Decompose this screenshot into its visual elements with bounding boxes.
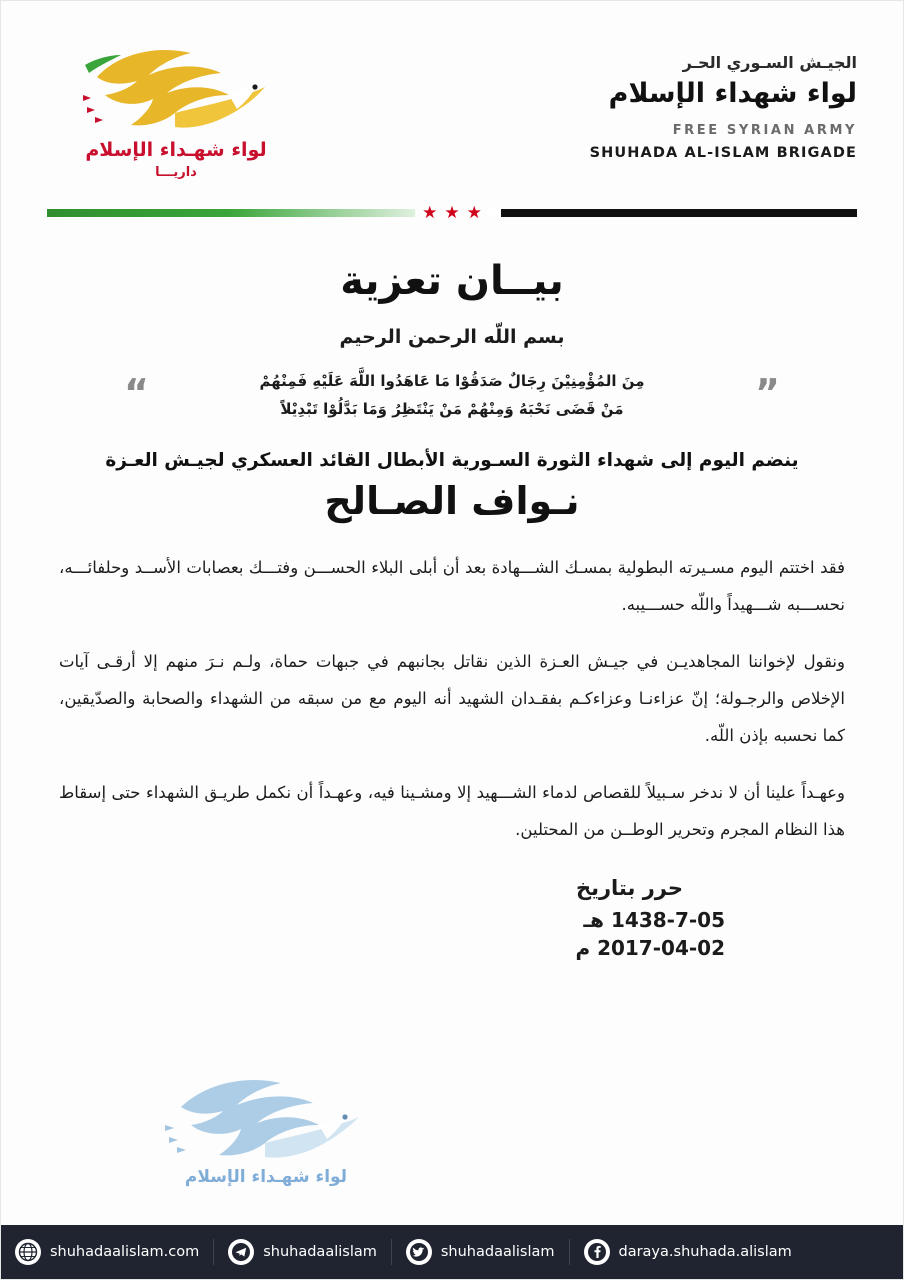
- footer-facebook[interactable]: [570, 1225, 806, 1279]
- footer-telegram[interactable]: [214, 1225, 391, 1279]
- flag-divider: [47, 202, 857, 223]
- quote-mark-close-icon: “: [124, 371, 149, 415]
- body-paragraph: فقد اختتم اليوم مسـيرته البطولية بمسـك الشـــهادة بعد أن أبلى البلاء الحســـن وفتـــك بعصابات الأســد وحلفائـــه، نحســـبه شـــهيداً واللّه حســـيبه.: [59, 557, 845, 614]
- eagle-wing-watermark-icon: [151, 1071, 381, 1166]
- quran-quote: [124, 368, 780, 424]
- eagle-wing-icon: [79, 43, 269, 135]
- watermark-logo: [151, 1071, 381, 1201]
- brigade-logo: [71, 43, 281, 193]
- facebook-icon: [584, 1239, 610, 1265]
- document-header: [1, 1, 903, 201]
- brand-text-block: [590, 53, 857, 162]
- lead-sentence: ينضم اليوم إلى شهداء الثورة السـورية الأبطال القائد العسكري لجيـش العـزة: [105, 449, 799, 471]
- martyr-name: نـواف الصـالح: [324, 478, 580, 523]
- divider-green-segment: [47, 202, 452, 223]
- brand-english-subtitle: FREE SYRIAN ARMY: [672, 122, 857, 138]
- date-hijri: 1438-7-05 هـ: [583, 908, 725, 933]
- logo-caption-arabic: لواء شهـداء الإسلام: [85, 139, 267, 161]
- basmala-line: بسم اللّه الرحمن الرحيم: [339, 326, 565, 348]
- date-label: حرر بتاريخ: [575, 876, 683, 901]
- brand-arabic-title: لواء شهداء الإسلام: [608, 78, 857, 109]
- watermark-caption: لواء شهـداء الإسلام: [184, 1167, 348, 1187]
- twitter-icon: [406, 1239, 432, 1265]
- divider-black-segment: [501, 209, 857, 217]
- quote-line: مَنْ قَضَى نَحْبَهُ وَمِنْهُمْ مَنْ يَنْتَظِرُ وَمَا بَدَّلُوْا تَبْدِيْلاً: [280, 399, 624, 418]
- star-icon: ★: [444, 202, 460, 223]
- body-paragraph: وعهـداً علينا أن لا ندخر سـبيلاً للقصاص لدماء الشـــهيد إلا ومشـينا فيه، وعهـداً أن نكمل طريـق الشهداء حتى إسقاط هذا النظام المجرم وتحرير الوطــن من المحتلين.: [59, 783, 845, 840]
- footer-facebook-label: daraya.shuhada.alislam: [618, 1244, 792, 1260]
- document-title: بيــان تعزية: [340, 258, 564, 304]
- date-gregorian: 2017-04-02 م: [575, 936, 725, 961]
- star-icon: ★: [466, 202, 482, 223]
- divider-stars: [415, 202, 489, 223]
- footer-website[interactable]: [1, 1225, 213, 1279]
- quote-line: مِنَ المُؤْمِنِيْنَ رِجَالٌ صَدَقُوْا مَا عَاهَدُوا اللَّهَ عَلَيْهِ فَمِنْهُمْ: [259, 372, 645, 390]
- globe-icon: [15, 1239, 41, 1265]
- footer-twitter[interactable]: [392, 1225, 569, 1279]
- document-body: [1, 218, 903, 960]
- quote-mark-open-icon: ”: [755, 371, 780, 415]
- body-paragraph: ونقول لإخواننا المجاهديـن في جيـش العـزة الذين نقاتل بجانبهم في جبهات حماة، ولـم نـرَ منهم إلا أرقـى آيات الإخلاص والرجـولة؛ إنّ عزاءنـا وعزاءكـم بفقـدان الشهيد أنه اليوم مع من سبقه من الشهداء والصحابة والصدّيقين، كما نحسبه بإذن اللّه.: [59, 651, 845, 745]
- brand-english-title: SHUHADA AL-ISLAM BRIGADE: [589, 145, 857, 161]
- star-icon: ★: [422, 202, 438, 223]
- telegram-icon: [228, 1239, 254, 1265]
- footer-website-label: shuhadaalislam.com: [50, 1244, 200, 1260]
- footer-bar: [1, 1225, 904, 1279]
- date-block: [59, 876, 845, 960]
- footer-twitter-label: shuhadaalislam: [440, 1244, 555, 1260]
- footer-telegram-label: shuhadaalislam: [263, 1244, 377, 1260]
- logo-caption-city: داريـــا: [155, 165, 197, 180]
- brand-arabic-subtitle: الجيـش السـوري الحـر: [682, 53, 857, 72]
